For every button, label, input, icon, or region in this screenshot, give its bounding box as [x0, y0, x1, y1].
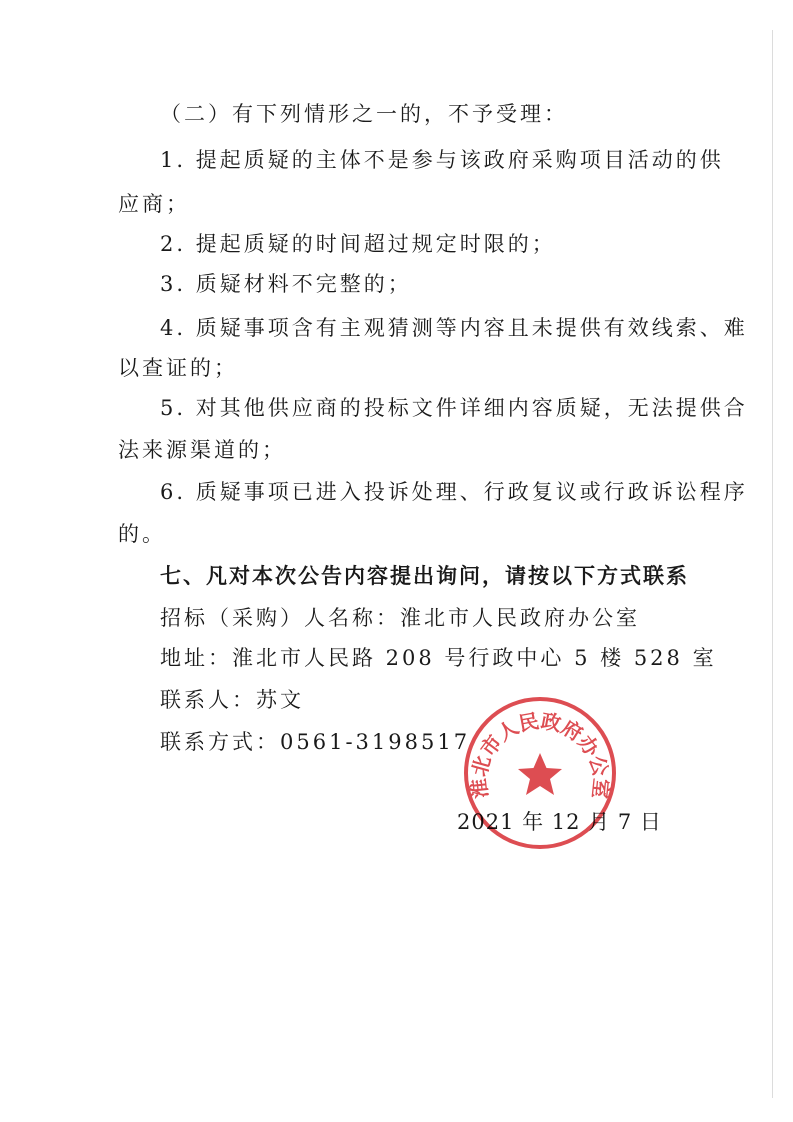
- list-item-2: 2. 提起质疑的时间超过规定时限的；: [160, 232, 556, 256]
- list-item-4: 4. 质疑事项含有主观猜测等内容且未提供有效线索、难: [160, 316, 748, 340]
- list-item-4-continued: 以查证的；: [118, 356, 238, 380]
- contact-person: 联系人：苏文: [160, 688, 304, 712]
- list-item-1-continued: 应商；: [118, 192, 190, 216]
- seal-arc-text: 淮北市人民政府办公室: [466, 708, 614, 800]
- official-seal: [462, 695, 618, 851]
- list-item-3: 3. 质疑材料不完整的；: [160, 272, 412, 296]
- seal-star-icon: [518, 753, 562, 795]
- section-heading: 七、凡对本次公告内容提出询问，请按以下方式联系: [160, 564, 689, 588]
- list-item-6-continued: 的。: [118, 522, 166, 546]
- document-date: 2021 年 12 月 7 日: [457, 810, 662, 834]
- contact-phone: 联系方式：0561-3198517: [160, 730, 471, 754]
- page-edge-line: [772, 30, 773, 1098]
- list-item-1: 1. 提起质疑的主体不是参与该政府采购项目活动的供: [160, 148, 724, 172]
- subsection-heading: （二）有下列情形之一的，不予受理：: [160, 102, 568, 126]
- address: 地址：淮北市人民路 208 号行政中心 5 楼 528 室: [160, 646, 717, 670]
- seal-graphic: [462, 695, 618, 851]
- list-item-5: 5. 对其他供应商的投标文件详细内容质疑，无法提供合: [160, 396, 748, 420]
- list-item-5-continued: 法来源渠道的；: [118, 438, 286, 462]
- buyer-name: 招标（采购）人名称：淮北市人民政府办公室: [160, 606, 640, 630]
- list-item-6: 6. 质疑事项已进入投诉处理、行政复议或行政诉讼程序: [160, 480, 748, 504]
